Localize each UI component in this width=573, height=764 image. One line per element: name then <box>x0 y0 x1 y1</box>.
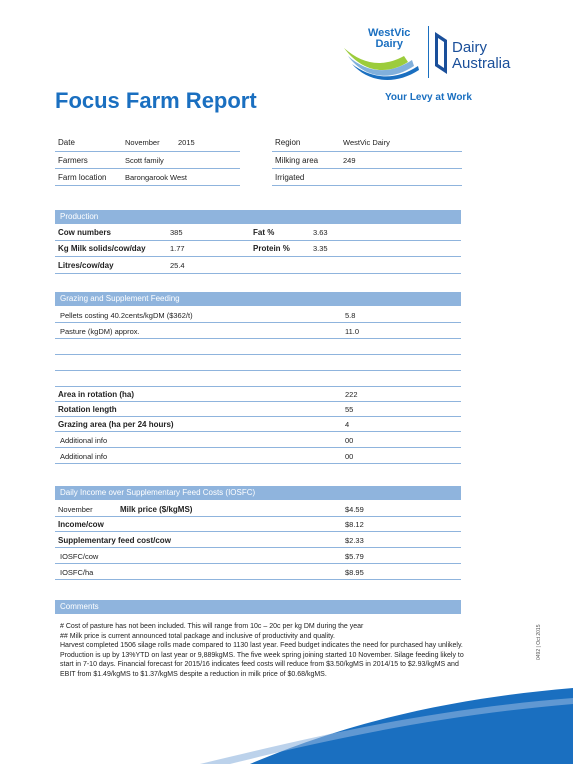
comment-line-1: # Cost of pasture has not been included. This will range from 10c – 20c per kg DM during the year <box>60 623 364 630</box>
milk-price-label: Milk price ($/kgMS) <box>120 505 193 514</box>
rotation-length-label: Rotation length <box>58 405 117 414</box>
income-cow-value: $8.12 <box>345 520 364 529</box>
dairy-australia-mark-icon <box>433 30 449 76</box>
farm-location-value: Barongarook West <box>125 173 187 182</box>
document-code: 0492 | Oct 2015 <box>536 624 542 660</box>
iosfc-cow-value: $5.79 <box>345 552 364 561</box>
grazing-header: Grazing and Supplement Feeding <box>55 292 461 306</box>
westvic-logo-text: WestVic Dairy <box>368 27 411 50</box>
pellets-label: Pellets costing 40.2cents/kgDM ($362/t) <box>60 311 193 320</box>
income-cow-label: Income/cow <box>58 520 104 529</box>
tagline: Your Levy at Work <box>385 92 472 103</box>
pasture-value: 11.0 <box>345 327 360 336</box>
footer-wave <box>0 680 573 764</box>
cow-numbers-value: 385 <box>170 228 183 237</box>
area-rotation-value: 222 <box>345 390 358 399</box>
additional-info-label-1: Additional info <box>60 436 108 445</box>
grazing-area-label: Grazing area (ha per 24 hours) <box>58 420 174 429</box>
iosfc-ha-label: IOSFC/ha <box>60 568 94 577</box>
cow-numbers-label: Cow numbers <box>58 228 111 237</box>
date-month: November <box>125 138 160 147</box>
kg-milk-solids-value: 1.77 <box>170 244 185 253</box>
additional-info-value-1: 00 <box>345 436 354 445</box>
rotation-length-value: 55 <box>345 405 354 414</box>
farm-location-label: Farm location <box>58 173 107 182</box>
region-value: WestVic Dairy <box>343 138 390 147</box>
milking-area-value: 249 <box>343 156 356 165</box>
irrigated-label: Irrigated <box>275 173 305 182</box>
logo-divider <box>428 26 429 78</box>
farmers-value: Scott family <box>125 156 164 165</box>
milking-area-label: Milking area <box>275 156 319 165</box>
comments-header: Comments <box>55 600 461 614</box>
grazing-area-value: 4 <box>345 420 350 429</box>
iosfc-header: Daily Income over Supplementary Feed Costs (IOSFC) <box>55 486 461 500</box>
fat-value: 3.63 <box>313 228 328 237</box>
kg-milk-solids-label: Kg Milk solids/cow/day <box>58 244 146 253</box>
income-month: November <box>58 505 93 514</box>
supp-feed-cost-label: Supplementary feed cost/cow <box>58 536 171 545</box>
production-header: Production <box>55 210 461 224</box>
milk-price-value: $4.59 <box>345 505 364 514</box>
dairy-australia-logo-text: Dairy Australia <box>452 39 511 72</box>
protein-value: 3.35 <box>313 244 328 253</box>
page-title: Focus Farm Report <box>55 88 257 113</box>
comment-line-3: Harvest completed 1506 silage rolls made compared to 1130 last year. Feed budget indicates the need for purchased hay unlikely. Production is up by 13%YTD on last year or 9,889kgMS. The five week spring joining started 10 November. Silage feeding likely to start in 7-10 days. Financial forecast for 2015/16 indicates feed costs will reduce from $3.50/kgMS in 2014/15 to $2.93/kgMS and EBIT from $1.49/kgMS to $1.37/kgMS despite a reduction in milk price of $0.68/kgMS. <box>60 642 464 678</box>
litres-value: 25.4 <box>170 261 185 270</box>
area-rotation-label: Area in rotation (ha) <box>58 390 135 399</box>
fat-label: Fat % <box>253 228 275 237</box>
date-year: 2015 <box>178 138 195 147</box>
litres-label: Litres/cow/day <box>58 261 114 270</box>
region-label: Region <box>275 138 301 147</box>
farmers-label: Farmers <box>58 156 88 165</box>
pasture-label: Pasture (kgDM) approx. <box>60 327 140 336</box>
additional-info-value-2: 00 <box>345 452 354 461</box>
additional-info-label-2: Additional info <box>60 452 108 461</box>
comments-body <box>60 622 472 680</box>
iosfc-cow-label: IOSFC/cow <box>60 552 99 561</box>
comment-line-2: ## Milk price is current announced total package and inclusive of productivity and quality. <box>60 632 335 640</box>
iosfc-ha-value: $8.95 <box>345 568 364 577</box>
supp-feed-cost-value: $2.33 <box>345 536 364 545</box>
pellets-value: 5.8 <box>345 311 356 320</box>
date-label: Date <box>58 138 75 147</box>
protein-label: Protein % <box>253 244 290 253</box>
